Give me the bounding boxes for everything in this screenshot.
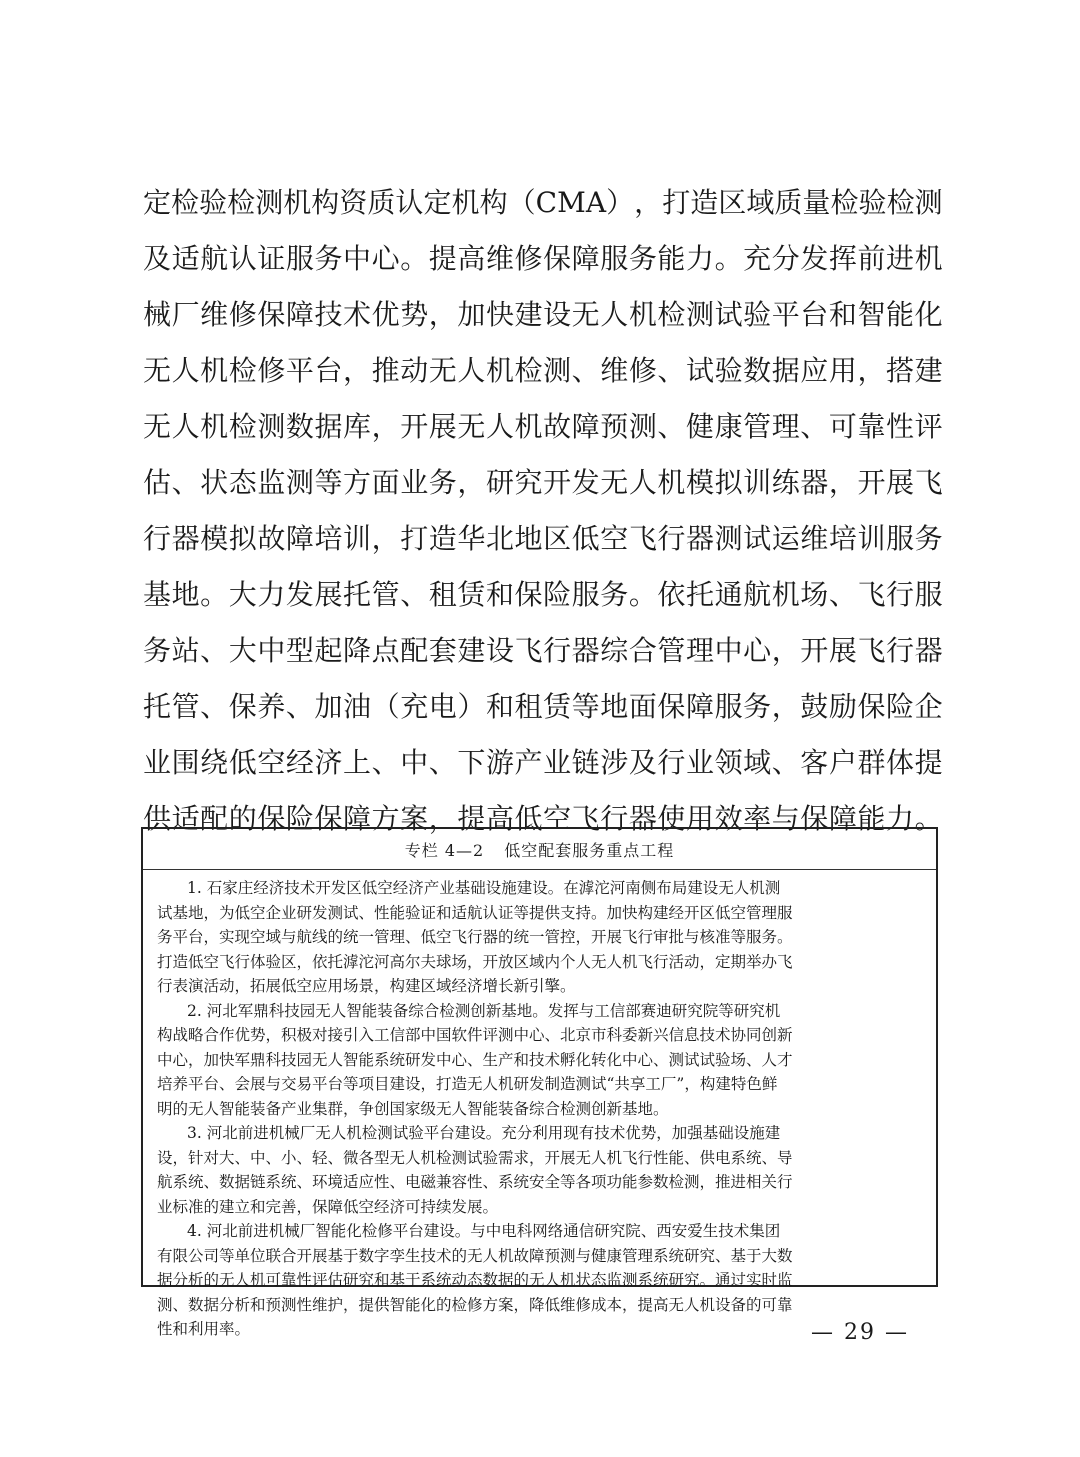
box-line: 务平台，实现空域与航线的统一管理、低空飞行器的统一管控，开展飞行审批与核准等服务。 <box>157 928 793 946</box>
box-line: 3. 河北前进机械厂无人机检测试验平台建设。充分利用现有技术优势，加强基础设施建 <box>187 1124 781 1142</box>
feature-box-label: 专栏 4—2 <box>404 840 485 860</box>
body-line: 估 、 状 态 监 测 等 方 面 业 务 ， 研 究 开 发 无 人 机 模 拟 训 练 器 ， 开 展 飞 <box>143 466 943 499</box>
feature-box-body <box>143 870 936 1342</box>
box-line: 测、数据分析和预测性维护，提供智能化的检修方案，降低维修成本，提高无人机设备的可靠 <box>157 1295 793 1314</box>
body-line: 基 地 。 大 力 发 展 托 管 、 租 赁 和 保 险 服 务 。 依 托 通 航 机 场 、 飞 行 服 <box>143 578 943 611</box>
feature-box-heading: 低空配套服务重点工程 <box>504 840 675 860</box>
body-line: 械 厂 维 修 保 障 技 术 优 势 ， 加 快 建 设 无 人 机 检 测 试 验 平 台 和 智 能 化 <box>143 298 943 331</box>
box-line: 性和利用率。 <box>157 1320 251 1338</box>
body-line: 无 人 机 检 测 数 据 库 ， 开 展 无 人 机 故 障 预 测 、 健 康 管 理 、 可 靠 性 评 <box>143 410 943 443</box>
feature-box-title <box>143 829 936 870</box>
body-line: 供 适 配 的 保 险 保 障 方 案 ， 提 高 低 空 飞 行 器 使 用 效 率 与 保 障 能 力 。 <box>143 802 943 835</box>
box-line: 中心，加快军鼎科技园无人智能系统研发中心、生产和技术孵化转化中心、测试试验场、人才 <box>157 1050 793 1069</box>
box-line: 打造低空飞行体验区，依托滹沱河高尔夫球场，开放区域内个人无人机飞行活动，定期举办飞 <box>157 952 793 971</box>
box-line: 有限公司等单位联合开展基于数字孪生技术的无人机故障预测与健康管理系统研究、基于大数 <box>157 1246 793 1265</box>
body-line: 托 管 、 保 养 、 加 油 （ 充 电 ） 和 租 赁 等 地 面 保 障 服 务 ， 鼓 励 保 险 企 <box>143 690 943 723</box>
box-line: 4. 河北前进机械厂智能化检修平台建设。与中电科网络通信研究院、西安爱生技术集团 <box>187 1222 781 1240</box>
box-line: 明的无人智能装备产业集群，争创国家级无人智能装备综合检测创新基地。 <box>157 1099 669 1118</box>
box-line: 培养平台、会展与交易平台等项目建设，打造无人机研发制造测试“共享工厂”，构建特色鲜 <box>157 1075 778 1093</box>
body-line: 定 检 验 检 测 机 构 资 质 认 定 机 构 （ C M A ） ， 打 造 区 域 质 量 检 验 检 测 <box>143 186 943 219</box>
body-paragraph <box>143 175 943 847</box>
body-line: 及 适 航 认 证 服 务 中 心 。 提 高 维 修 保 障 服 务 能 力 。 充 分 发 挥 前 进 机 <box>143 242 943 275</box>
body-line: 业 围 绕 低 空 经 济 上 、 中 、 下 游 产 业 链 涉 及 行 业 领 域 、 客 户 群 体 提 <box>143 746 943 779</box>
body-line: 行 器 模 拟 故 障 培 训 ， 打 造 华 北 地 区 低 空 飞 行 器 测 试 运 维 培 训 服 务 <box>143 522 943 555</box>
body-line: 无 人 机 检 修 平 台 ， 推 动 无 人 机 检 测 、 维 修 、 试 验 数 据 应 用 ， 搭 建 <box>143 354 943 387</box>
body-line: 务 站 、 大 中 型 起 降 点 配 套 建 设 飞 行 器 综 合 管 理 中 心 ， 开 展 飞 行 器 <box>143 634 943 667</box>
box-line: 设，针对大、中、小、轻、微各型无人机检测试验需求，开展无人机飞行性能、供电系统、导 <box>157 1148 793 1167</box>
box-line: 1. 石家庄经济技术开发区低空经济产业基础设施建设。在滹沱河南侧布局建设无人机测 <box>187 879 781 897</box>
box-line: 2. 河北军鼎科技园无人智能装备综合检测创新基地。发挥与工信部赛迪研究院等研究机 <box>187 1001 781 1020</box>
box-line: 据分析的无人机可靠性评估研究和基于系统动态数据的无人机状态监测系统研究。通过实时监 <box>157 1271 793 1289</box>
box-line: 航系统、数据链系统、环境适应性、电磁兼容性、系统安全等各项功能参数检测，推进相关行 <box>157 1173 793 1191</box>
box-line: 试基地，为低空企业研发测试、性能验证和适航认证等提供支持。加快构建经开区低空管理服 <box>157 903 793 922</box>
box-line: 行表演活动，拓展低空应用场景，构建区域经济增长新引擎。 <box>157 977 576 995</box>
box-line: 构战略合作优势，积极对接引入工信部中国软件评测中心、北京市科委新兴信息技术协同创新 <box>157 1026 793 1044</box>
box-line: 业标准的建立和完善，保障低空经济可持续发展。 <box>157 1197 499 1216</box>
page-number: — 29 — <box>811 1320 909 1345</box>
